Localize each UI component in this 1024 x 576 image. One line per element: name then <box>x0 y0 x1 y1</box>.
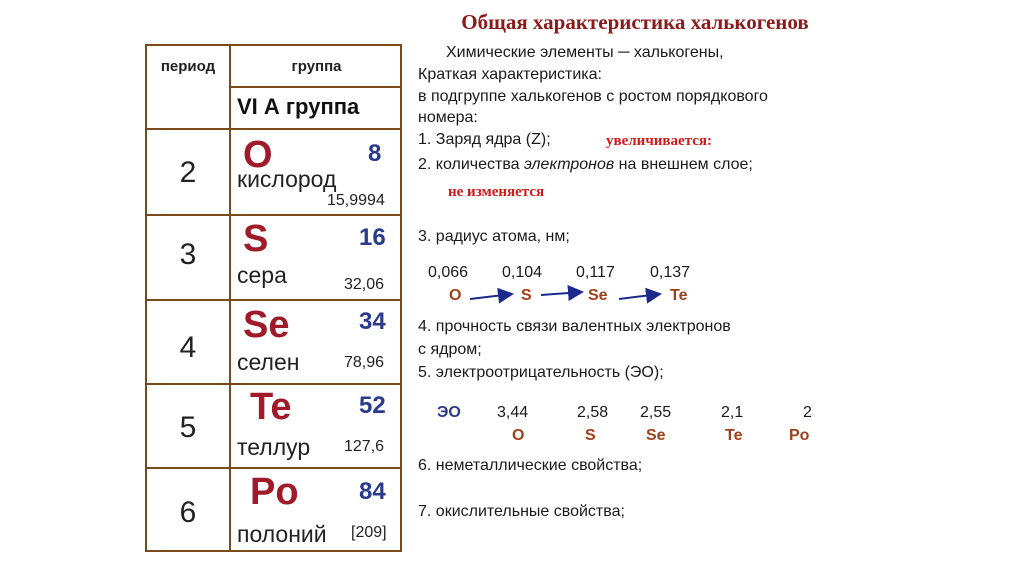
atomic-number: 8 <box>368 140 382 167</box>
text-line: Краткая характеристика: <box>418 66 602 83</box>
radius-symbol: S <box>521 287 532 304</box>
element-symbol: O <box>243 134 273 176</box>
atomic-mass: 78,96 <box>344 354 385 371</box>
text-line: 5. электроотрицательность (ЭО); <box>418 364 664 381</box>
radius-value: 0,104 <box>502 264 543 281</box>
arrow-icon <box>541 292 582 295</box>
group-label: VI А группа <box>237 94 360 119</box>
radius-value: 0,137 <box>650 264 691 281</box>
period-number: 4 <box>179 331 197 364</box>
atomic-number: 34 <box>359 308 386 335</box>
element-symbol: Te <box>250 386 292 428</box>
eo-value: 2,1 <box>721 404 744 421</box>
radius-value: 0,066 <box>428 264 469 281</box>
header-group: группа <box>291 58 342 75</box>
arrow-icon <box>470 294 512 299</box>
atomic-mass: 127,6 <box>344 438 385 455</box>
period-number: 2 <box>179 156 197 189</box>
text-line: с ядром; <box>418 341 482 358</box>
radius-symbol: Se <box>588 287 608 304</box>
element-symbol: Se <box>243 304 290 346</box>
eo-value: 2,55 <box>640 404 672 421</box>
text-line: в подгруппе халькогенов с ростом порядкового <box>418 88 768 105</box>
radius-value: 0,117 <box>576 264 615 281</box>
eo-symbol: Se <box>646 427 666 444</box>
eo-value: 2,58 <box>577 404 609 421</box>
text-line: номера: <box>418 109 478 126</box>
text-line: 1. Заряд ядра (Z); <box>418 131 551 148</box>
text-part: 2. количества <box>418 156 525 173</box>
eo-symbol: Te <box>725 427 743 444</box>
element-name: полоний <box>237 521 327 547</box>
element-symbol: Po <box>250 471 299 513</box>
eo-value: 3,44 <box>497 404 529 421</box>
period-number: 6 <box>179 496 197 529</box>
atomic-number: 84 <box>359 478 386 505</box>
element-name: сера <box>237 262 287 288</box>
atomic-number: 52 <box>359 392 386 419</box>
eo-symbol: S <box>585 427 596 444</box>
atomic-mass: [209] <box>351 524 387 541</box>
text-part-italic: электронов <box>524 156 615 173</box>
highlight-unchanged: не изменяется <box>448 184 545 200</box>
atomic-mass: 32,06 <box>344 276 385 293</box>
element-name: теллур <box>237 434 311 460</box>
text-line: 6. неметаллические свойства; <box>418 457 643 474</box>
text-part: на внешнем слое; <box>614 156 753 173</box>
highlight-increases: увеличивается: <box>606 133 712 149</box>
eo-value: 2 <box>803 404 812 421</box>
period-number: 5 <box>179 411 197 444</box>
text-line: 7. окислительные свойства; <box>418 503 625 520</box>
eo-label: ЭО <box>437 404 461 421</box>
arrow-icon <box>619 294 660 299</box>
eo-symbol: O <box>512 427 525 444</box>
text-line: 3. радиус атома, нм; <box>418 228 570 245</box>
eo-symbol: Po <box>789 427 810 444</box>
element-symbol: S <box>243 218 269 260</box>
period-number: 3 <box>179 238 197 271</box>
element-name: селен <box>237 349 300 375</box>
text-line: Химические элементы ─ халькогены, <box>446 44 724 61</box>
atomic-mass: 15,9994 <box>327 192 385 209</box>
radius-symbol: Te <box>670 287 688 304</box>
radius-symbol: O <box>449 287 462 304</box>
atomic-number: 16 <box>359 224 386 251</box>
page-title: Общая характеристика халькогенов <box>461 10 809 34</box>
text-line: 4. прочность связи валентных электронов <box>418 318 731 335</box>
element-name: кислород <box>237 166 337 192</box>
header-period: период <box>160 58 216 75</box>
